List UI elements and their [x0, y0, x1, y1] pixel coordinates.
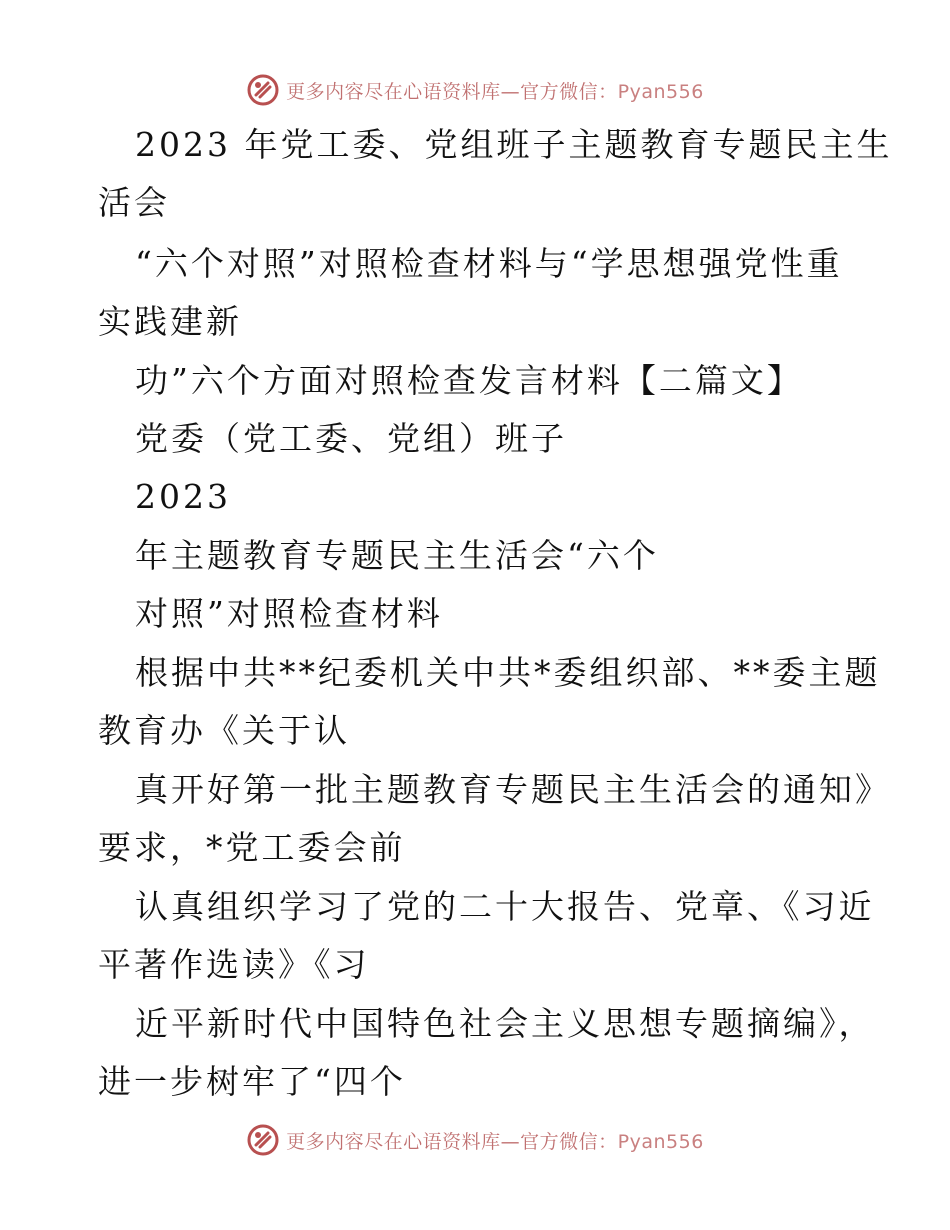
watermark-footer	[0, 1120, 950, 1160]
seal-logo-icon	[246, 73, 280, 107]
doc-line: 实践建新	[98, 302, 242, 341]
doc-line: 平著作选读》《习	[98, 945, 370, 984]
doc-line: “六个对照”对照检查材料与“学思想强党性重	[135, 244, 843, 283]
doc-line: 认真组织学习了党的二十大报告、党章、《习近	[135, 887, 875, 926]
seal-logo-icon	[246, 1123, 280, 1157]
doc-line: 近平新时代中国特色社会主义思想专题摘编》，	[135, 1004, 875, 1043]
doc-line: 2023 年党工委、党组班子主题教育专题民主生	[135, 125, 893, 164]
watermark-text: 更多内容尽在心语资料库—官方微信：Pyan556	[286, 80, 704, 103]
doc-line: 对照”对照检查材料	[135, 594, 443, 633]
doc-line: 功”六个方面对照检查发言材料【二篇文】	[135, 361, 803, 400]
doc-line: 教育办《关于认	[98, 711, 350, 750]
doc-line: 真开好第一批主题教育专题民主生活会的通知》	[135, 770, 891, 809]
watermark-text: 更多内容尽在心语资料库—官方微信：Pyan556	[286, 1130, 704, 1153]
doc-line: 2023	[135, 477, 231, 516]
doc-line: 年主题教育专题民主生活会“六个	[135, 536, 659, 575]
doc-line: 进一步树牢了“四个	[98, 1062, 406, 1101]
doc-line: 活会	[98, 183, 170, 222]
doc-line: 要求，*党工委会前	[98, 828, 406, 867]
watermark-header	[0, 70, 950, 110]
doc-line: 根据中共**纪委机关中共*委组织部、**委主题	[135, 653, 881, 692]
doc-line: 党委（党工委、党组）班子	[135, 419, 567, 458]
